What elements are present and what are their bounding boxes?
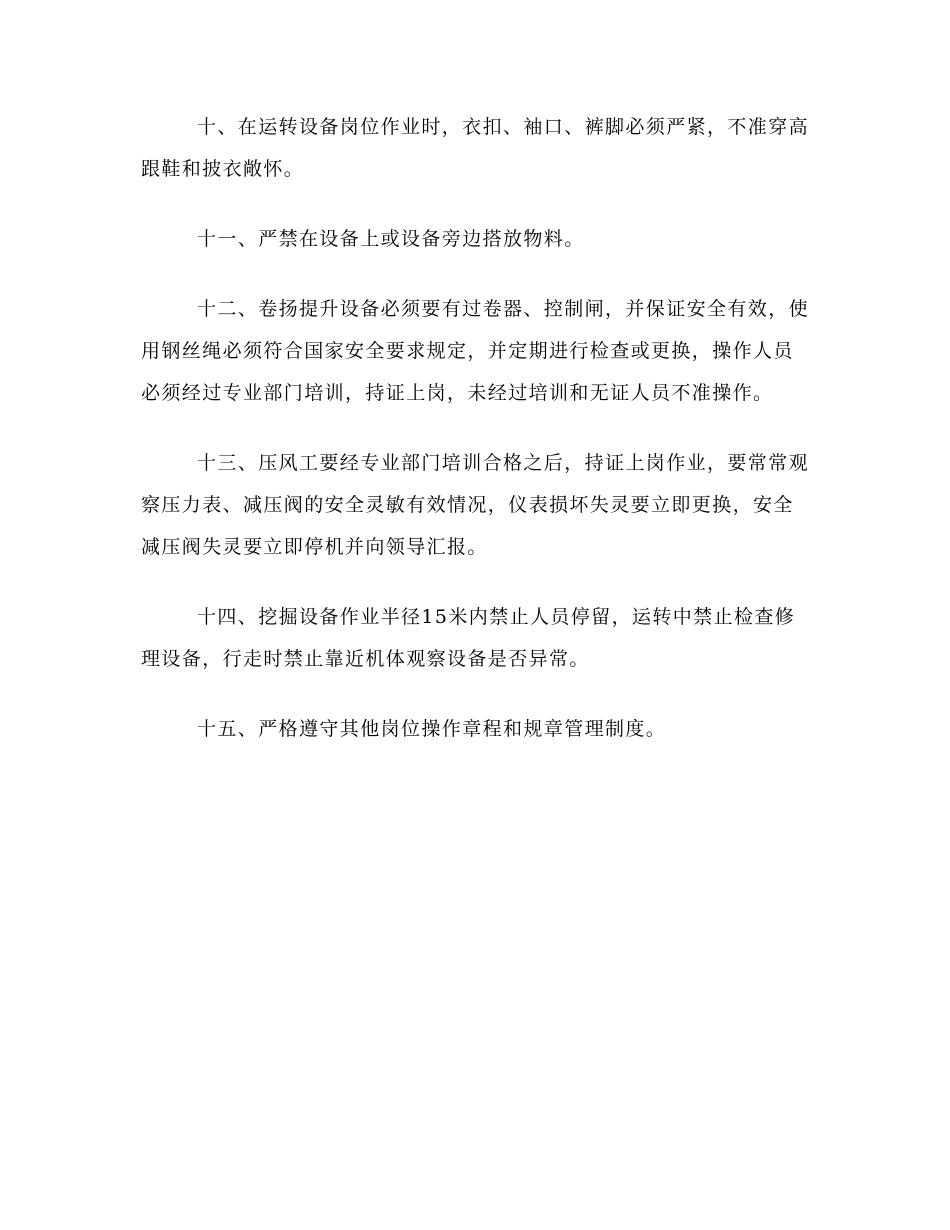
paragraph-item-15: 十五、严格遵守其他岗位操作章程和规章管理制度。 xyxy=(197,718,667,740)
paragraph-item-14: 十四、挖掘设备作业半径15米内禁止人员停留，运转中禁止检查修理设备，行走时禁止靠近机体观察设备是否异常。 xyxy=(141,606,796,670)
paragraph-item-11: 十一、严禁在设备上或设备旁边搭放物料。 xyxy=(197,228,585,250)
paragraph-item-10: 十、在运转设备岗位作业时，衣扣、袖口、裤脚必须严紧，不准穿高跟鞋和披衣敞怀。 xyxy=(141,116,810,180)
paragraph-item-13: 十三、压风工要经专业部门培训合格之后，持证上岗作业，要常常观察压力表、减压阀的安全灵敏有效情况，仪表损坏失灵要立即更换，安全减压阀失灵要立即停机并向领导汇报。 xyxy=(141,452,810,558)
paragraph-item-12: 十二、卷扬提升设备必须要有过卷器、控制闸，并保证安全有效，使用钢丝绳必须符合国家安全要求规定，并定期进行检查或更换，操作人员必须经过专业部门培训，持证上岗，未经过培训和无证人员不准操作。 xyxy=(141,298,810,404)
